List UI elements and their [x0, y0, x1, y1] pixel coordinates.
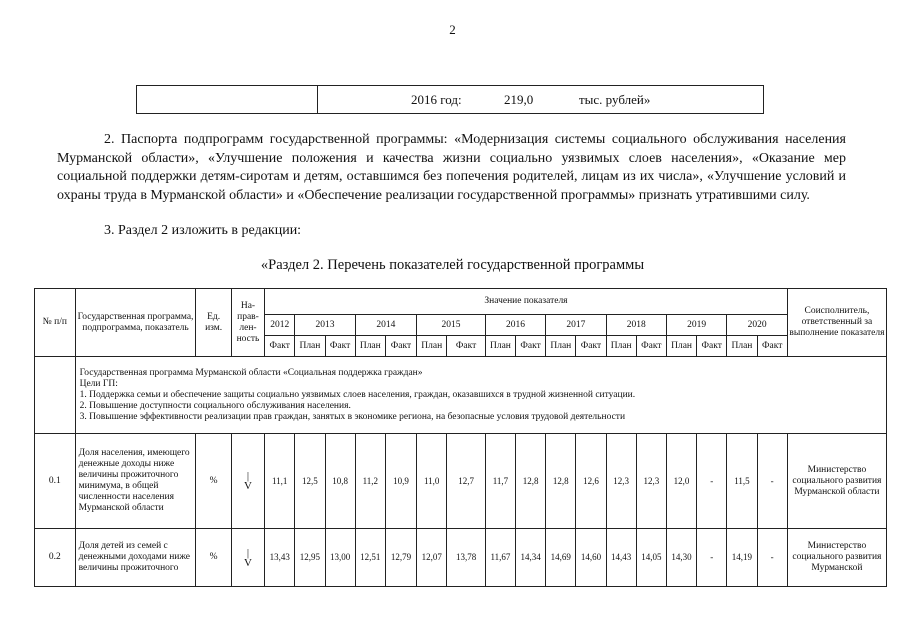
- box-divider: [317, 86, 318, 113]
- indicator-value: 14,43: [606, 529, 636, 587]
- subheader-fact: Факт: [447, 336, 486, 357]
- funding-amount: 219,0: [504, 92, 534, 107]
- indicator-value: 11,2: [355, 434, 385, 529]
- funding-summary-box: [136, 85, 764, 114]
- indicator-value: 14,19: [727, 529, 757, 587]
- year-2012: 2012: [265, 315, 295, 336]
- year-2013: 2013: [295, 315, 355, 336]
- header-name: Государственная программа, подпрограмма, показатель: [75, 289, 196, 357]
- header-executor: Соисполнитель, ответственный за выполнение показателя: [787, 289, 886, 357]
- indicator-value: 12,95: [295, 529, 325, 587]
- indicator-value: 12,3: [606, 434, 636, 529]
- indicator-value: 12,07: [417, 529, 447, 587]
- goal-2: 2. Повышение доступности социального обслуживания населения.: [79, 400, 351, 411]
- header-unit: Ед. изм.: [196, 289, 231, 357]
- program-goals-cell: [75, 357, 886, 434]
- indicator-value: 11,5: [727, 434, 757, 529]
- goals-title: Цели ГП:: [79, 378, 118, 389]
- paragraph-subprograms-repealed: 2. Паспорта подпрограмм государственной программы: «Модернизация системы социального обслуживания населения Мурманской области», «Улучшение положения и качества жизни социально уязвимых слоев населения», «Оказание мер социальной поддержки детям-сиротам и детям, оставшимся без попечения родителей, лицам из их числа», «Улучшение условий и охраны труда в Мурманской области» и «Обеспечение реализации государственной программы» признать утратившими силу.: [57, 132, 846, 203]
- indicator-name: Доля детей из семей с денежными доходами ниже величины прожиточного: [75, 529, 196, 587]
- indicator-value: 11,7: [485, 434, 515, 529]
- subheader-plan: План: [546, 336, 576, 357]
- subheader-fact: Факт: [576, 336, 606, 357]
- row-num: 0.2: [35, 529, 76, 587]
- direction-arrow-icon: | V: [231, 529, 264, 587]
- indicator-value: 12,7: [447, 434, 486, 529]
- indicator-value: 13,78: [447, 529, 486, 587]
- indicator-value: 12,8: [546, 434, 576, 529]
- indicator-value: 14,05: [636, 529, 666, 587]
- table-row: [35, 529, 887, 587]
- indicator-value: 14,34: [516, 529, 546, 587]
- subheader-plan: План: [727, 336, 757, 357]
- indicator-value: 12,5: [295, 434, 325, 529]
- indicator-value: 11,0: [417, 434, 447, 529]
- header-values: Значение показателя: [265, 289, 788, 315]
- year-2018: 2018: [606, 315, 666, 336]
- subheader-fact: Факт: [265, 336, 295, 357]
- direction-arrow-icon: | V: [231, 434, 264, 529]
- unit: %: [196, 434, 231, 529]
- subheader-fact: Факт: [385, 336, 416, 357]
- executor: Министерство социального развития Мурманской области: [787, 434, 886, 529]
- subheader-fact: Факт: [757, 336, 787, 357]
- indicator-value: 12,79: [385, 529, 416, 587]
- indicator-value: 11,1: [265, 434, 295, 529]
- subheader-fact: Факт: [697, 336, 727, 357]
- goal-1: 1. Поддержка семьи и обеспечение защиты социально уязвимых слоев населения, граждан, оказавшихся в трудной жизненной ситуации.: [79, 389, 636, 400]
- indicator-value: 12,0: [666, 434, 696, 529]
- header-direction: На-прав-лен-ность: [231, 289, 264, 357]
- subheader-plan: План: [666, 336, 696, 357]
- indicator-value: -: [757, 529, 787, 587]
- year-2019: 2019: [666, 315, 726, 336]
- indicator-value: -: [697, 434, 727, 529]
- year-label: 2016 год:: [411, 92, 462, 107]
- subheader-plan: План: [485, 336, 515, 357]
- indicator-value: 14,30: [666, 529, 696, 587]
- section-title: «Раздел 2. Перечень показателей государственной программы: [260, 257, 645, 273]
- subheader-fact: Факт: [325, 336, 355, 357]
- indicator-value: 12,51: [355, 529, 385, 587]
- goal-3: 3. Повышение эффективности реализации прав граждан, занятых в экономике региона, на безопасные условия трудовой деятельности: [79, 411, 626, 422]
- indicator-value: 12,6: [576, 434, 606, 529]
- indicator-value: 11,67: [485, 529, 515, 587]
- indicator-value: 10,9: [385, 434, 416, 529]
- indicator-value: -: [697, 529, 727, 587]
- indicator-value: 14,69: [546, 529, 576, 587]
- subheader-fact: Факт: [516, 336, 546, 357]
- indicator-value: 12,3: [636, 434, 666, 529]
- page-number: 2: [449, 22, 456, 37]
- subheader-plan: План: [355, 336, 385, 357]
- header-num: № п/п: [35, 289, 76, 357]
- row-num: 0.1: [35, 434, 76, 529]
- year-2015: 2015: [417, 315, 486, 336]
- paragraph-section-2-edit: 3. Раздел 2 изложить в редакции:: [104, 223, 302, 238]
- funding-unit: тыс. рублей»: [579, 92, 651, 107]
- goals-num-cell: [35, 357, 76, 434]
- year-2017: 2017: [546, 315, 606, 336]
- subheader-plan: План: [417, 336, 447, 357]
- year-2014: 2014: [355, 315, 416, 336]
- year-2020: 2020: [727, 315, 788, 336]
- table-row: [35, 434, 887, 529]
- indicator-name: Доля населения, имеющего денежные доходы ниже величины прожиточного минимума, в общей численности населения Мурманской области: [75, 434, 196, 529]
- indicator-value: 12,8: [516, 434, 546, 529]
- unit: %: [196, 529, 231, 587]
- executor: Министерство социального развития Мурманской: [787, 529, 886, 587]
- subheader-plan: План: [606, 336, 636, 357]
- indicator-value: 10,8: [325, 434, 355, 529]
- year-2016: 2016: [485, 315, 545, 336]
- subheader-fact: Факт: [636, 336, 666, 357]
- subheader-plan: План: [295, 336, 325, 357]
- indicators-table: [34, 288, 887, 587]
- indicator-value: 14,60: [576, 529, 606, 587]
- indicator-value: 13,43: [265, 529, 295, 587]
- indicator-value: 13,00: [325, 529, 355, 587]
- indicator-value: -: [757, 434, 787, 529]
- program-name: Государственная программа Мурманской области «Социальная поддержка граждан»: [79, 367, 423, 378]
